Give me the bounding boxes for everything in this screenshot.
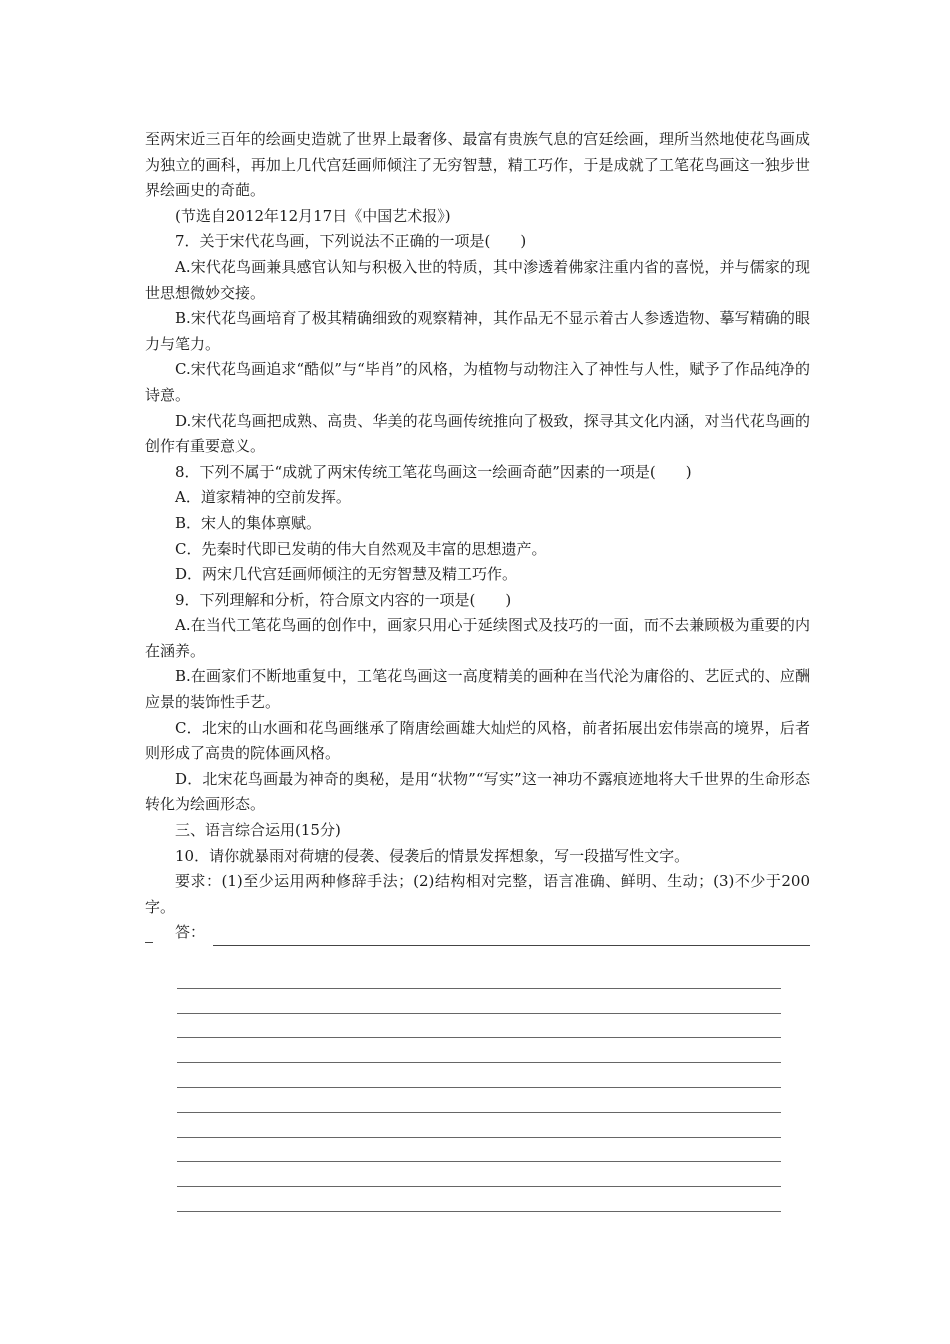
question-7-option-a: A.宋代花鸟画兼具感官认知与积极入世的特质，其中渗透着佛家注重内省的喜悦，并与儒家的现世思想微妙交接。 (145, 257, 810, 302)
question-7-option-b: B.宋代花鸟画培育了极其精确细致的观察精神，其作品无不显示着古人参透造物、摹写精确的眼力与笔力。 (145, 309, 810, 353)
answer-line-dash (145, 942, 153, 943)
answer-label: 答： (175, 923, 206, 942)
document-page (145, 127, 810, 946)
answer-lines (177, 964, 781, 1212)
question-8-option-c: C．先秦时代即已发萌的伟大自然观及丰富的思想遗产。 (175, 539, 547, 558)
source-citation: (节选自2012年12月17日《中国艺术报》) (175, 206, 451, 225)
answer-line[interactable] (177, 989, 781, 1014)
answer-line[interactable] (177, 1138, 781, 1163)
answer-line[interactable] (177, 1063, 781, 1088)
answer-line[interactable] (177, 1038, 781, 1063)
question-7-option-c: C.宋代花鸟画追求“酷似”与“毕肖”的风格，为植物与动物注入了神性与人性，赋予了作品纯净的诗意。 (145, 360, 810, 404)
question-9-option-a: A.在当代工笔花鸟画的创作中，画家只用心于延续图式及技巧的一面，而不去兼顾极为重要的内在涵养。 (145, 616, 810, 660)
question-7-stem: 7．关于宋代花鸟画，下列说法不正确的一项是( ) (175, 232, 527, 251)
question-9-option-c: C．北宋的山水画和花鸟画继承了隋唐绘画雄大灿烂的风格，前者拓展出宏伟崇高的境界，后者则形成了高贵的院体画风格。 (145, 718, 810, 763)
section-3-heading: 三、语言综合运用(15分) (175, 821, 341, 840)
answer-line[interactable] (177, 964, 781, 989)
question-7-option-d: D.宋代花鸟画把成熟、高贵、华美的花鸟画传统推向了极致，探寻其文化内涵，对当代花鸟画的创作有重要意义。 (145, 411, 810, 456)
answer-line[interactable] (177, 1014, 781, 1039)
answer-line[interactable] (177, 1113, 781, 1138)
passage-ending: 至两宋近三百年的绘画史造就了世界上最奢侈、最富有贵族气息的宫廷绘画，理所当然地使花鸟画成为独立的画科，再加上几代宫廷画师倾注了无穷智慧，精工巧作，于是成就了工笔花鸟画这一独步世界绘画史的奇葩。 (145, 130, 810, 200)
question-9-option-b: B.在画家们不断地重复中，工笔花鸟画这一高度精美的画种在当代沦为庸俗的、艺匠式的、应酬应景的装饰性手艺。 (145, 667, 810, 712)
question-10-stem: 10．请你就暴雨对荷塘的侵袭、侵袭后的情景发挥想象，写一段描写性文字。 (175, 846, 690, 865)
question-8-option-a: A．道家精神的空前发挥。 (175, 488, 351, 507)
question-8-option-d: D．两宋几代宫廷画师倾注的无穷智慧及精工巧作。 (175, 565, 518, 584)
question-10-requirements: 要求：(1)至少运用两种修辞手法；(2)结构相对完整，语言准确、鲜明、生动；(3)不少于200字。 (145, 872, 810, 916)
question-8-option-b: B．宋人的集体禀赋。 (175, 513, 322, 532)
answer-line[interactable] (177, 1187, 781, 1212)
answer-line[interactable] (177, 1162, 781, 1187)
question-9-stem: 9．下列理解和分析，符合原文内容的一项是( ) (175, 590, 512, 609)
answer-line-first[interactable] (213, 926, 810, 946)
question-8-stem: 8．下列不属于“成就了两宋传统工笔花鸟画这一绘画奇葩”因素的一项是( ) (175, 462, 692, 481)
answer-line[interactable] (177, 1088, 781, 1113)
question-9-option-d: D．北宋花鸟画最为神奇的奥秘，是用“状物”“写实”这一神功不露痕迹地将大千世界的生命形态转化为绘画形态。 (145, 769, 810, 814)
answer-row (145, 920, 810, 946)
